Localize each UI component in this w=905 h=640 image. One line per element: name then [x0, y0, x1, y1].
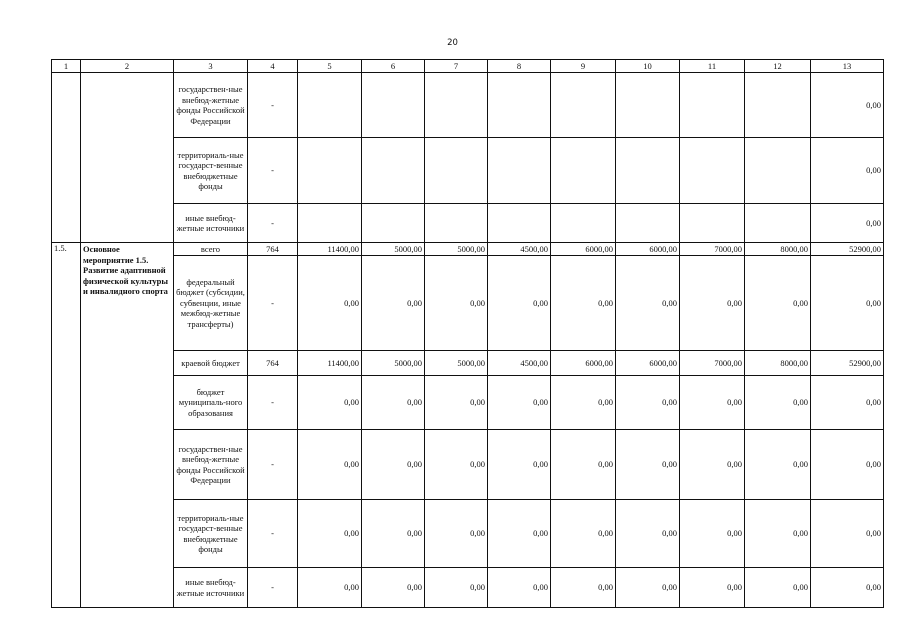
value-cell: 0,00 [616, 500, 680, 568]
value-cell: 0,00 [551, 376, 616, 430]
column-header: 12 [745, 60, 811, 73]
value-cell: 0,00 [488, 500, 551, 568]
value-cell: 0,00 [488, 430, 551, 500]
value-cell: 0,00 [362, 568, 425, 608]
value-cell: 0,00 [811, 568, 884, 608]
value-cell: 0,00 [298, 568, 362, 608]
value-cell: 0,00 [551, 256, 616, 351]
code-cell: 764 [248, 351, 298, 376]
value-cell: 11400,00 [298, 351, 362, 376]
value-cell: 7000,00 [680, 351, 745, 376]
code-cell: - [248, 376, 298, 430]
code-cell: 764 [248, 243, 298, 256]
total-cell: 0,00 [811, 73, 884, 138]
column-header: 3 [174, 60, 248, 73]
code-cell: - [248, 430, 298, 500]
code-cell: - [248, 73, 298, 138]
value-cell: 0,00 [425, 256, 488, 351]
code-cell: - [248, 204, 298, 243]
value-cell: 0,00 [811, 500, 884, 568]
value-cell: 0,00 [745, 430, 811, 500]
source-cell: территориаль-ные государст-венные внебюджетные фонды [174, 138, 248, 204]
column-header: 7 [425, 60, 488, 73]
table-row [52, 204, 884, 243]
value-cell: 0,00 [425, 568, 488, 608]
value-cell: 4500,00 [488, 351, 551, 376]
value-cell: 0,00 [680, 430, 745, 500]
table-row [52, 430, 884, 500]
source-cell: государствен-ные внебюд-жетные фонды Российской Федерации [174, 430, 248, 500]
value-cell: 0,00 [745, 376, 811, 430]
value-cell: 0,00 [745, 256, 811, 351]
column-header: 11 [680, 60, 745, 73]
value-cell: 6000,00 [551, 351, 616, 376]
value-cell: 0,00 [425, 500, 488, 568]
code-cell: - [248, 256, 298, 351]
column-header: 1 [52, 60, 81, 73]
source-cell: территориаль-ные государст-венные внебюджетные фонды [174, 500, 248, 568]
value-cell: 0,00 [551, 500, 616, 568]
value-cell: 0,00 [298, 500, 362, 568]
column-header: 8 [488, 60, 551, 73]
column-header: 13 [811, 60, 884, 73]
table-row [52, 243, 884, 256]
value-cell: 0,00 [362, 500, 425, 568]
column-header: 2 [81, 60, 174, 73]
value-cell: 0,00 [298, 376, 362, 430]
source-cell: федеральный бюджет (субсидии, субвенции, иные межбюд-жетные трансферты) [174, 256, 248, 351]
value-cell: 0,00 [811, 430, 884, 500]
column-header: 5 [298, 60, 362, 73]
budget-table [51, 59, 884, 608]
column-header: 9 [551, 60, 616, 73]
table-row [52, 138, 884, 204]
item-number-cell: 1.5. [52, 243, 81, 608]
value-cell: 0,00 [362, 430, 425, 500]
value-cell: 0,00 [680, 568, 745, 608]
value-cell: 0,00 [298, 256, 362, 351]
value-cell: 0,00 [811, 256, 884, 351]
value-cell: 0,00 [616, 568, 680, 608]
column-header: 4 [248, 60, 298, 73]
value-cell: 52900,00 [811, 351, 884, 376]
source-cell: всего [174, 243, 248, 256]
value-cell: 6000,00 [616, 243, 680, 256]
value-cell: 0,00 [488, 376, 551, 430]
value-cell: 0,00 [425, 376, 488, 430]
value-cell: 0,00 [425, 430, 488, 500]
value-cell: 0,00 [616, 376, 680, 430]
item-name-cell: Основное мероприятие 1.5. Развитие адаптивной физической культуры и инвалидного спорта [81, 243, 174, 608]
column-header: 10 [616, 60, 680, 73]
value-cell: 5000,00 [425, 351, 488, 376]
value-cell: 0,00 [298, 430, 362, 500]
value-cell: 11400,00 [298, 243, 362, 256]
value-cell: 8000,00 [745, 243, 811, 256]
source-cell: краевой бюджет [174, 351, 248, 376]
value-cell: 52900,00 [811, 243, 884, 256]
total-cell: 0,00 [811, 204, 884, 243]
code-cell: - [248, 500, 298, 568]
item-number-cell [52, 73, 81, 243]
item-name-cell [81, 73, 174, 243]
source-cell: бюджет муниципаль-ного образования [174, 376, 248, 430]
value-cell: 0,00 [362, 256, 425, 351]
code-cell: - [248, 138, 298, 204]
value-cell: 7000,00 [680, 243, 745, 256]
value-cell: 6000,00 [551, 243, 616, 256]
value-cell: 0,00 [551, 568, 616, 608]
value-cell: 0,00 [745, 500, 811, 568]
value-cell: 0,00 [488, 256, 551, 351]
value-cell: 0,00 [616, 430, 680, 500]
table-row [52, 73, 884, 138]
source-cell: иные внебюд-жетные источники [174, 568, 248, 608]
value-cell: 0,00 [616, 256, 680, 351]
value-cell: 0,00 [811, 376, 884, 430]
table-row [52, 256, 884, 351]
page-number: 20 [447, 38, 458, 48]
value-cell: 5000,00 [362, 243, 425, 256]
value-cell: 0,00 [745, 568, 811, 608]
value-cell: 0,00 [551, 430, 616, 500]
value-cell: 5000,00 [362, 351, 425, 376]
value-cell: 6000,00 [616, 351, 680, 376]
header-row [52, 60, 884, 73]
value-cell: 0,00 [680, 376, 745, 430]
table-row [52, 568, 884, 608]
value-cell: 8000,00 [745, 351, 811, 376]
column-header: 6 [362, 60, 425, 73]
table-row [52, 500, 884, 568]
table-row [52, 376, 884, 430]
value-cell: 0,00 [680, 500, 745, 568]
table-row [52, 351, 884, 376]
source-cell: иные внебюд-жетные источники [174, 204, 248, 243]
value-cell: 0,00 [488, 568, 551, 608]
total-cell: 0,00 [811, 138, 884, 204]
source-cell: государствен-ные внебюд-жетные фонды Российской Федерации [174, 73, 248, 138]
value-cell: 0,00 [362, 376, 425, 430]
value-cell: 5000,00 [425, 243, 488, 256]
value-cell: 4500,00 [488, 243, 551, 256]
value-cell: 0,00 [680, 256, 745, 351]
code-cell: - [248, 568, 298, 608]
